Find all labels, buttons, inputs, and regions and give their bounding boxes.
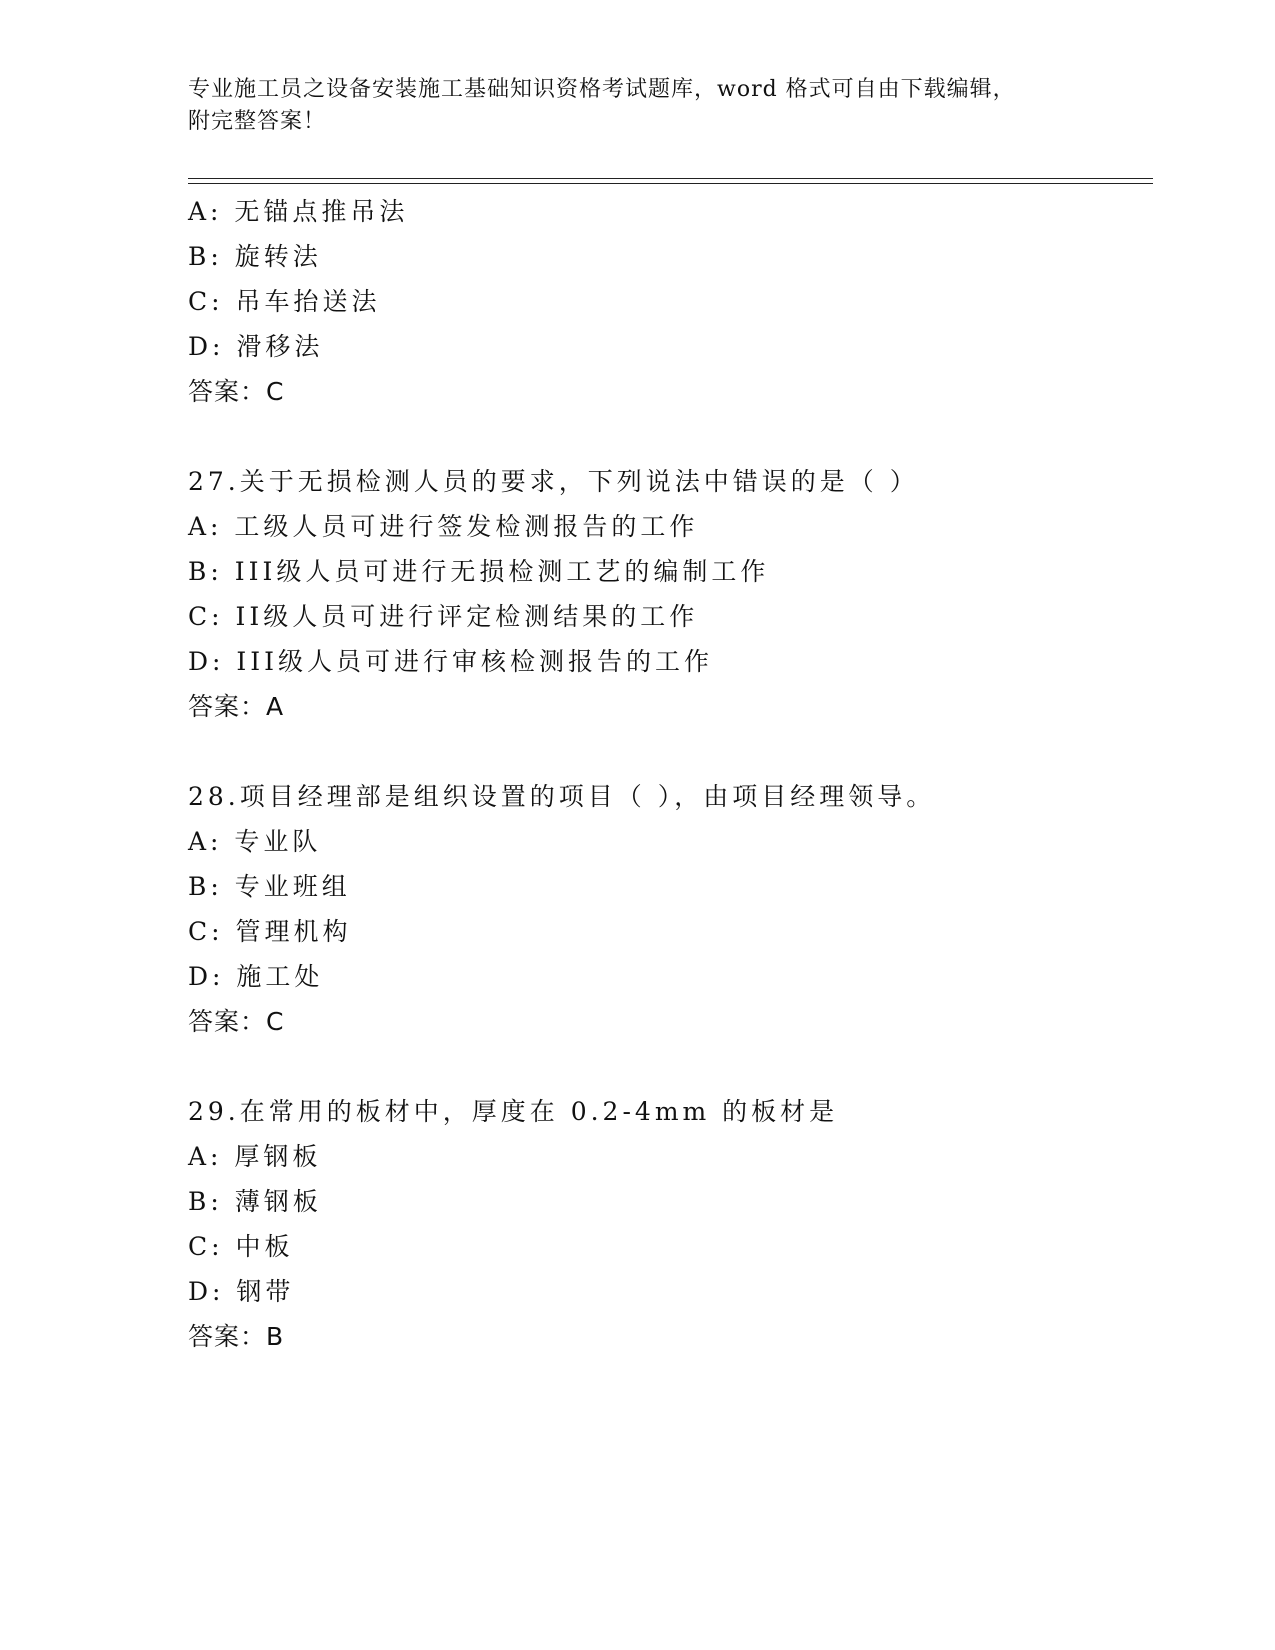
q28-answer: 答案：C	[188, 1007, 285, 1036]
q29-option-b: B: 薄钢板	[188, 1187, 322, 1216]
q26-option-b: B: 旋转法	[188, 242, 322, 271]
q29-option-a: A: 厚钢板	[188, 1142, 322, 1171]
q28-option-d: D: 施工处	[188, 962, 324, 991]
q27-question: 27.关于无损检测人员的要求，下列说法中错误的是（ ）	[188, 467, 919, 496]
q26-option-c: C: 吊车抬送法	[188, 287, 381, 316]
header-divider-top	[188, 178, 1153, 179]
q26-answer: 答案：C	[188, 377, 285, 406]
q27-answer: 答案：A	[188, 692, 285, 721]
document-header	[188, 74, 1088, 138]
header-line-2: 附完整答案！	[188, 109, 327, 134]
q27-option-d: D: III级人员可进行审核检测报告的工作	[188, 647, 714, 676]
q26-option-d: D: 滑移法	[188, 332, 324, 361]
q27-option-a: A: 工级人员可进行签发检测报告的工作	[188, 512, 699, 541]
q29-option-c: C: 中板	[188, 1232, 294, 1261]
q29-answer: 答案：B	[188, 1322, 285, 1351]
q27-option-c: C: II级人员可进行评定检测结果的工作	[188, 602, 699, 631]
q27-option-b: B: III级人员可进行无损检测工艺的编制工作	[188, 557, 770, 586]
header-divider-bottom	[188, 183, 1153, 184]
q29-question: 29.在常用的板材中，厚度在 0.2-4mm 的板材是	[188, 1097, 839, 1126]
q28-option-b: B: 专业班组	[188, 872, 351, 901]
q28-question: 28.项目经理部是组织设置的项目（ ），由项目经理领导。	[188, 782, 936, 811]
q29-option-d: D: 钢带	[188, 1277, 295, 1306]
q28-option-a: A: 专业队	[188, 827, 322, 856]
q28-option-c: C: 管理机构	[188, 917, 352, 946]
q26-option-a: A: 无锚点推吊法	[188, 197, 409, 226]
header-line-1: 专业施工员之设备安装施工基础知识资格考试题库，word 格式可自由下载编辑，	[188, 77, 1016, 102]
